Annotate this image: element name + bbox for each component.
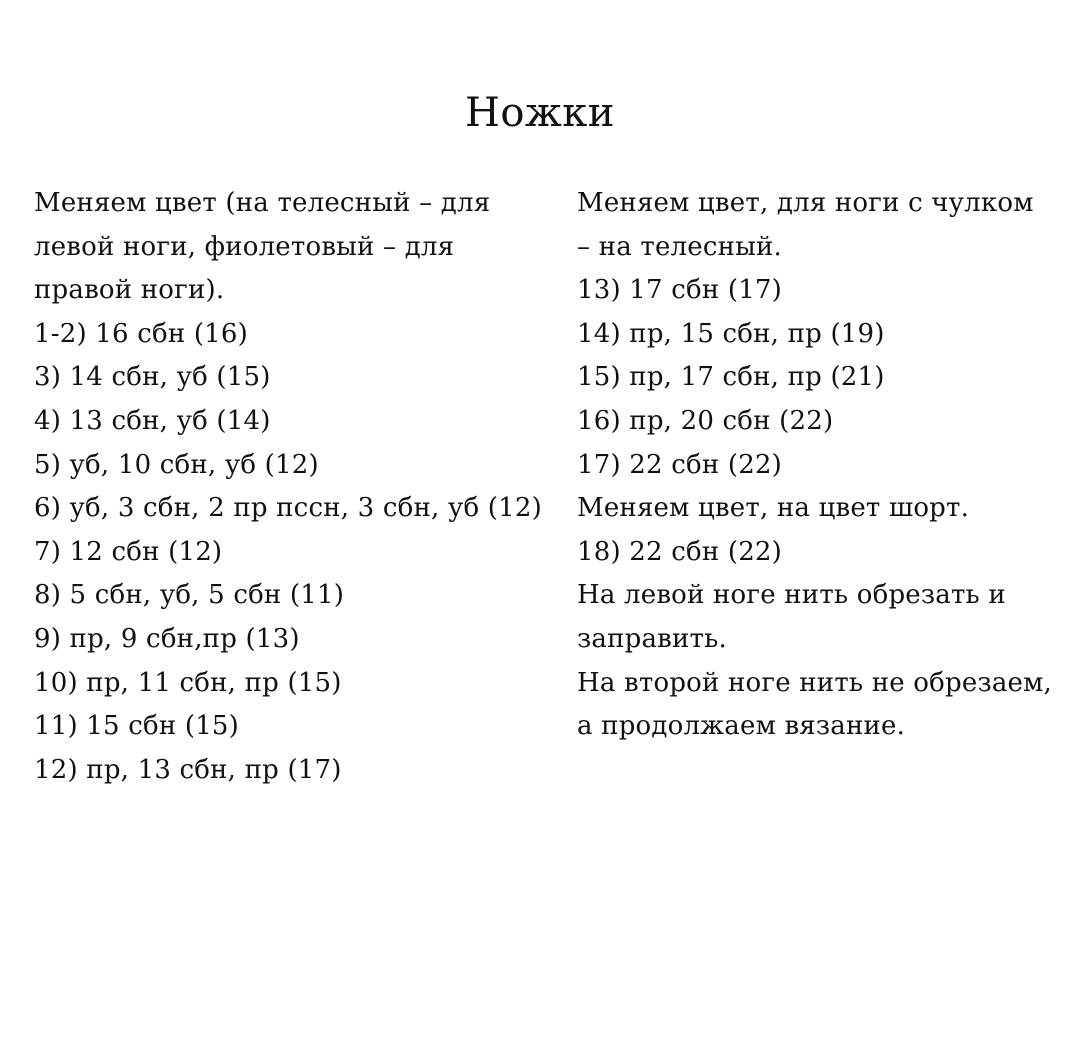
instruction-row-1-2: 1-2) 16 сбн (16) xyxy=(34,318,249,349)
instruction-row-8: 8) 5 сбн, уб, 5 сбн (11) xyxy=(34,580,345,611)
instruction-row-14: 14) пр, 15 сбн, пр (19) xyxy=(577,318,885,349)
right-column xyxy=(577,182,1055,749)
instruction-row-10: 10) пр, 11 сбн, пр (15) xyxy=(34,667,342,698)
instruction-row-13: 13) 17 сбн (17) xyxy=(577,275,783,306)
second-leg-continue-note: На второй ноге нить не обрезаем, а продолжаем вязание. xyxy=(577,667,1052,742)
left-column xyxy=(34,182,549,792)
left-color-change-instruction: Меняем цвет (на телесный – для левой ноги, фиолетовый – для правой ноги). xyxy=(34,188,491,306)
instruction-row-15: 15) пр, 17 сбн, пр (21) xyxy=(577,362,885,393)
instruction-row-9: 9) пр, 9 сбн,пр (13) xyxy=(34,623,300,654)
page-title: Ножки xyxy=(465,90,615,136)
instruction-row-18: 18) 22 сбн (22) xyxy=(577,536,783,567)
right-color-change-instruction: Меняем цвет, для ноги с чулком – на телесный. xyxy=(577,188,1034,262)
instruction-row-5: 5) уб, 10 сбн, уб (12) xyxy=(34,449,319,480)
instruction-row-3: 3) 14 сбн, уб (15) xyxy=(34,362,271,393)
instruction-row-4: 4) 13 сбн, уб (14) xyxy=(34,405,271,436)
left-leg-finish-note: На левой ноге нить обрезать и заправить. xyxy=(577,580,1006,654)
instruction-row-16: 16) пр, 20 сбн (22) xyxy=(577,405,834,436)
instruction-row-11: 11) 15 сбн (15) xyxy=(34,711,240,742)
instruction-row-6: 6) уб, 3 сбн, 2 пр пссн, 3 сбн, уб (12) xyxy=(34,493,542,524)
instruction-row-12: 12) пр, 13 сбн, пр (17) xyxy=(34,754,342,785)
instruction-row-7: 7) 12 сбн (12) xyxy=(34,536,223,567)
instruction-row-17: 17) 22 сбн (22) xyxy=(577,449,783,480)
shorts-color-change-instruction: Меняем цвет, на цвет шорт. xyxy=(577,493,970,524)
